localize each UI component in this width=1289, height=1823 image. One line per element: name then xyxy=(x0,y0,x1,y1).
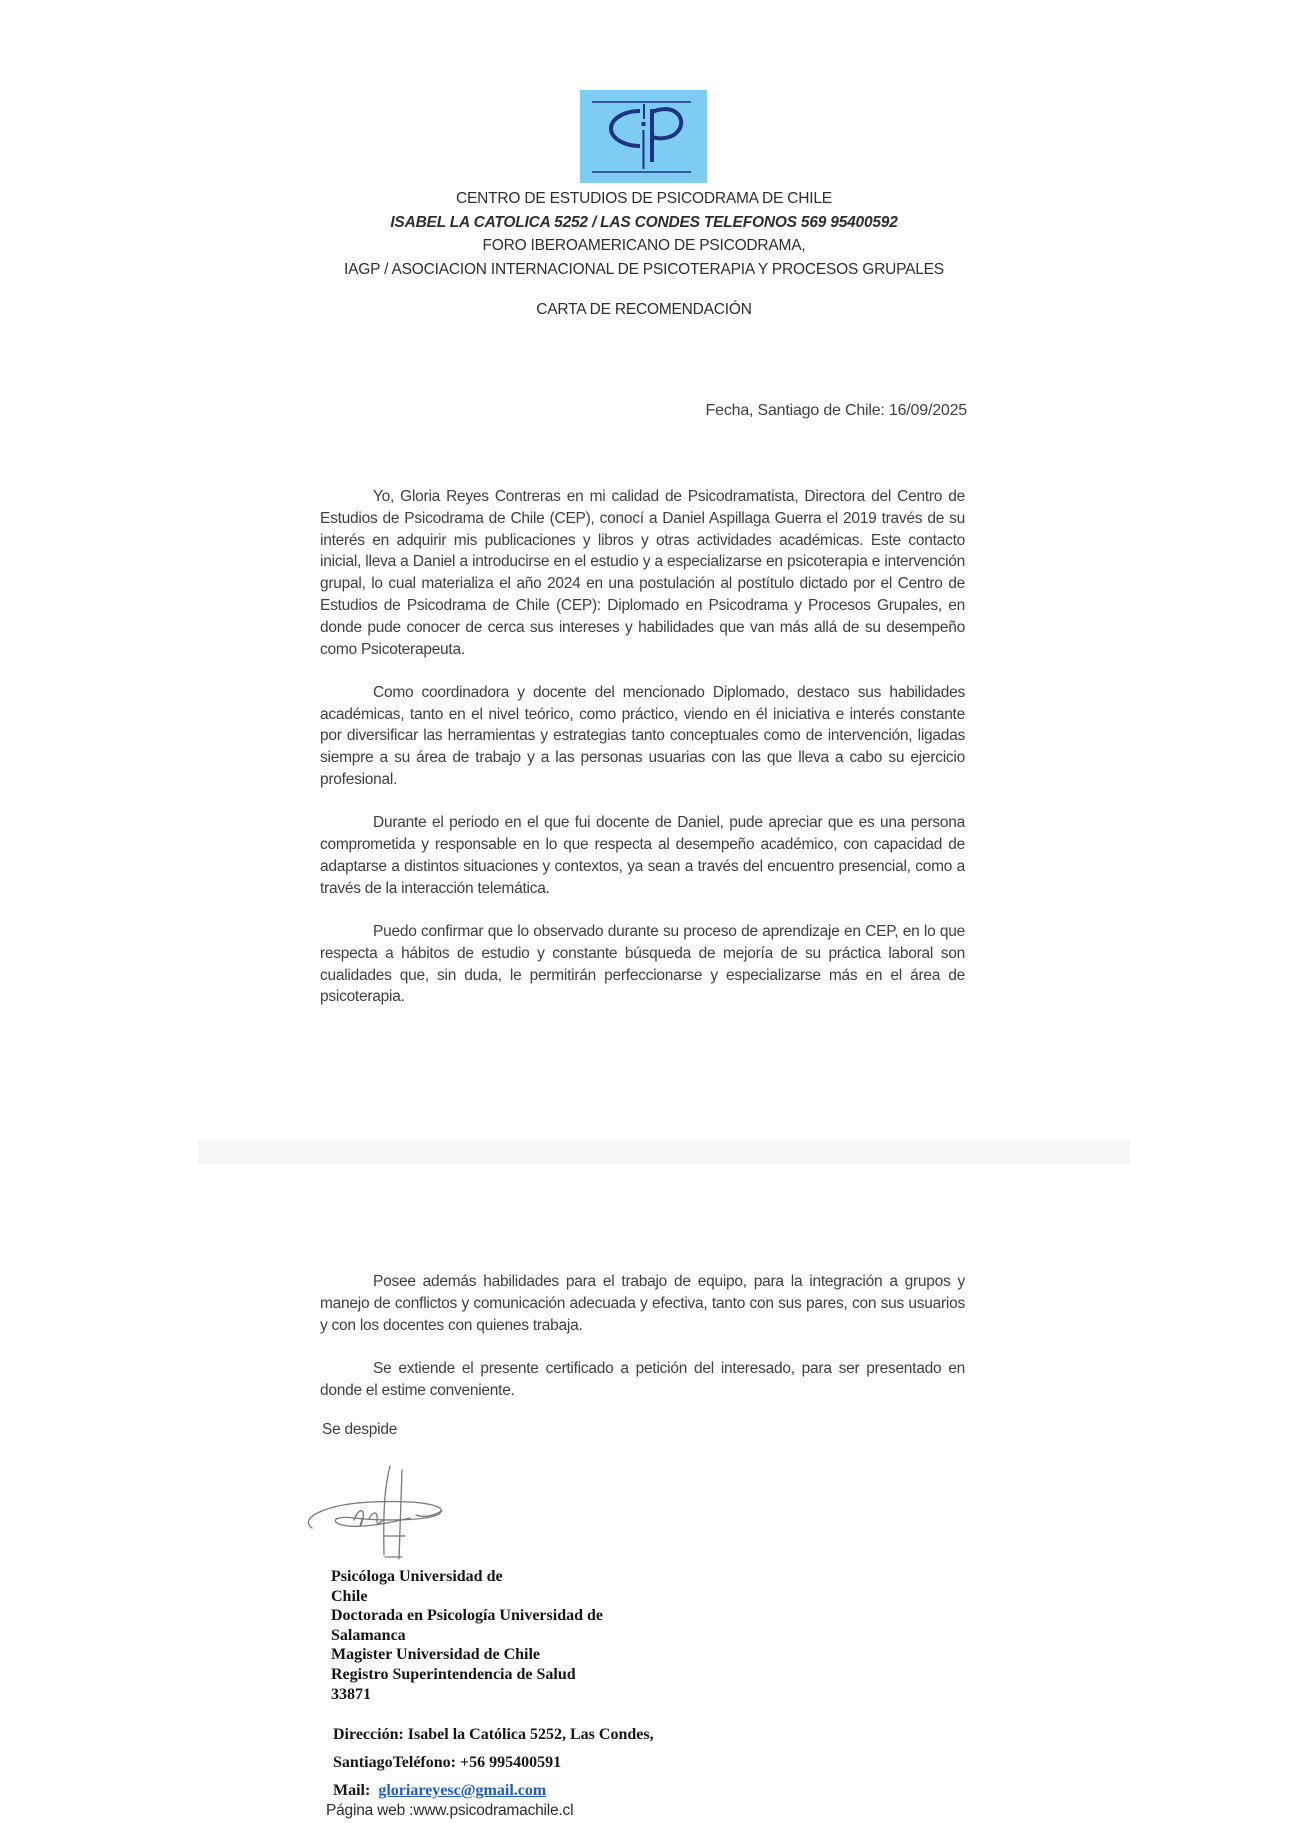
credential-line: Doctorada en Psicología Universidad de xyxy=(331,1607,603,1625)
paragraph-coordinator: Como coordinadora y docente del mencionado Diplomado, destaco sus habilidades académicas, tanto en el nivel teórico, como práctico, viendo en él iniciativa e interés constante por diversificar las herramientas y estrategias tanto conceptuales como de intervención, ligadas siempre a su área de trabajo y a las personas usuarias con las que lleva a cabo su ejercicio profesional. xyxy=(320,683,965,789)
org-foro-line: FORO IBEROAMERICANO DE PSICODRAMA, xyxy=(482,237,806,254)
credential-line: Salamanca xyxy=(331,1626,406,1644)
credential-line: Registro Superintendencia de Salud xyxy=(331,1665,576,1683)
paragraph-certificado: Se extiende el presente certificado a petición del interesado, para ser presentado en donde el estime conveniente. xyxy=(320,1359,965,1399)
contact-mail-row xyxy=(333,1781,853,1800)
contact-address: Dirección: Isabel la Católica 5252, Las Condes, xyxy=(333,1726,654,1743)
date-line: Fecha, Santiago de Chile: 16/09/2025 xyxy=(705,402,967,419)
credential-line: Psicóloga Universidad de xyxy=(331,1568,503,1585)
page-break-band xyxy=(198,1141,1130,1164)
org-iagp-line: IAGP / ASOCIACION INTERNACIONAL DE PSICOTERAPIA Y PROCESOS GRUPALES xyxy=(344,260,944,278)
document-title: CARTA DE RECOMENDACIÓN xyxy=(536,301,752,318)
credential-line: Chile xyxy=(331,1587,368,1605)
org-address-line: ISABEL LA CATOLICA 5252 / LAS CONDES TELEFONOS 569 95400592 xyxy=(390,213,898,231)
credential-line: 33871 xyxy=(331,1685,371,1703)
paragraph-confirmar: Puedo confirmar que lo observado durante su proceso de aprendizaje en CEP, en lo que respecta a hábitos de estudio y constante búsqueda de mejoría de su práctica laboral son cualidades que, sin duda, le permitirán perfeccionarse y especializarse más en el área de psicoterapia. xyxy=(320,923,965,1006)
paragraph-intro: Yo, Gloria Reyes Contreras en mi calidad de Psicodramatista, Directora del Centro de Estudios de Psicodrama de Chile (CEP), conocí a Daniel Aspillaga Guerra el 2019 través de su interés en adquirir mis publicaciones y libros y otras actividades académicas. Este contacto inicial, lleva a Daniel a introducirse en el estudio y a especializarse en psicoterapia e intervención grupal, lo cual materializa el año 2024 en una postulación al postítulo dictado por el Centro de Estudios de Psicodrama de Chile (CEP): Diplomado en Psicodrama y Procesos Grupales, en donde pude conocer de cerca sus intereses y habilidades que van más allá de su desempeño como Psicoterapeuta. xyxy=(320,488,965,658)
contact-website: Página web :www.psicodramachile.cl xyxy=(326,1802,574,1819)
body-text-page1 xyxy=(320,486,965,1030)
org-name: CENTRO DE ESTUDIOS DE PSICODRAMA DE CHILE xyxy=(456,190,832,207)
paragraph-docente: Durante el periodo en el que fui docente de Daniel, pude apreciar que es una persona comprometida y responsable en lo que respecta al desempeño académico, con capacidad de adaptarse a distintos situaciones y contextos, ya sean a través del encuentro presencial, como a través de la interacción telemática. xyxy=(320,814,965,897)
email-link[interactable]: gloriareyesc@gmail.com xyxy=(378,1782,547,1799)
contact-block xyxy=(326,1725,853,1820)
letterhead xyxy=(79,187,1209,281)
signer-credentials xyxy=(331,1567,751,1704)
mail-label: Mail: xyxy=(333,1782,371,1799)
body-text-page2 xyxy=(320,1271,965,1423)
closing-line: Se despide xyxy=(322,1421,398,1438)
handwritten-signature-icon xyxy=(298,1458,488,1563)
cep-logo-icon xyxy=(580,90,707,183)
credential-line: Magister Universidad de Chile xyxy=(331,1646,541,1664)
paragraph-equipo: Posee además habilidades para el trabajo de equipo, para la integración a grupos y manejo de conflictos y comunicación adecuada y efectiva, tanto con sus pares, con sus usuarios y con los docentes con quienes trabaja. xyxy=(320,1273,965,1334)
contact-phone: SantiagoTeléfono: +56 995400591 xyxy=(333,1754,562,1771)
